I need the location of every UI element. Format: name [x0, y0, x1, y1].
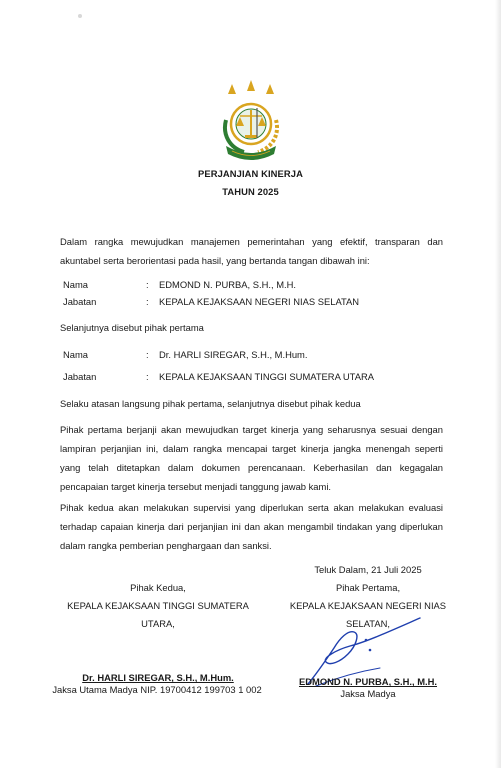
- supervision-paragraph: Pihak kedua akan melakukan supervisi yang diperlukan serta akan melakukan evaluasi terhadap capaian kinerja dari perjanjian ini dan akan mengambil tindakan yang diperlukan dalam rangka pemberian penghargaan dan sanksi.: [60, 502, 443, 551]
- second-party-name-colon: :: [146, 349, 149, 360]
- left-signatory-rank: Jaksa Utama Madya NIP. 19700412 199703 1 002: [52, 684, 262, 695]
- second-party-name-label: Nama: [63, 349, 89, 360]
- scan-mark: [78, 14, 82, 18]
- right-signatory-role: Pihak Pertama,: [335, 582, 401, 593]
- left-signatory-role: Pihak Kedua,: [130, 582, 186, 593]
- intro-paragraph: Dalam rangka mewujudkan manajemen pemerintahan yang efektif, transparan dan akuntabel serta berorientasi pada hasil, yang bertanda tangan dibawah ini:: [60, 236, 443, 266]
- right-signatory-position-line2: SELATAN,: [346, 618, 390, 629]
- second-party-note: Selaku atasan langsung pihak pertama, selanjutnya disebut pihak kedua: [60, 398, 361, 409]
- second-party-position-label: Jabatan: [63, 371, 97, 382]
- second-party-name-value: Dr. HARLI SIREGAR, S.H., M.Hum.: [159, 349, 308, 360]
- document-title: PERJANJIAN KINERJA: [198, 168, 303, 179]
- second-party-position-colon: :: [146, 371, 149, 382]
- right-signatory-name: EDMOND N. PURBA, S.H., M.H.: [298, 676, 438, 687]
- first-party-name-value: EDMOND N. PURBA, S.H., M.H.: [159, 279, 296, 290]
- right-signatory-rank: Jaksa Madya: [340, 688, 396, 699]
- first-party-position-value: KEPALA KEJAKSAAN NEGERI NIAS SELATAN: [159, 296, 360, 307]
- left-signatory-name: Dr. HARLI SIREGAR, S.H., M.Hum.: [82, 672, 234, 683]
- commitment-paragraph: Pihak pertama berjanji akan mewujudkan target kinerja yang seharusnya sesuai dengan lampiran perjanjian ini, dalam rangka mencapai target kinerja jangka menengah seperti yang telah ditetapkan dalam dokumen perencanaan. Keberhasilan dan kegagalan pencapaian target kinerja tersebut menjadi tanggung jawab kami.: [60, 424, 443, 492]
- document-year: TAHUN 2025: [222, 186, 279, 197]
- first-party-name-label: Nama: [63, 279, 89, 290]
- second-party-position-value: KEPALA KEJAKSAAN TINGGI SUMATERA UTARA: [159, 371, 374, 382]
- first-party-position-colon: :: [146, 296, 149, 307]
- scan-edge: [495, 0, 501, 768]
- left-signatory-position-line2: UTARA,: [141, 618, 175, 629]
- first-party-name-colon: :: [146, 279, 149, 290]
- left-signatory-position-line1: KEPALA KEJAKSAAN TINGGI SUMATERA: [67, 600, 249, 611]
- first-party-note: Selanjutnya disebut pihak pertama: [60, 322, 204, 333]
- right-signatory-position-line1: KEPALA KEJAKSAAN NEGERI NIAS: [289, 600, 447, 611]
- kejaksaan-emblem-icon: [212, 80, 290, 162]
- place-date: Teluk Dalam, 21 Juli 2025: [314, 564, 422, 575]
- first-party-position-label: Jabatan: [63, 296, 97, 307]
